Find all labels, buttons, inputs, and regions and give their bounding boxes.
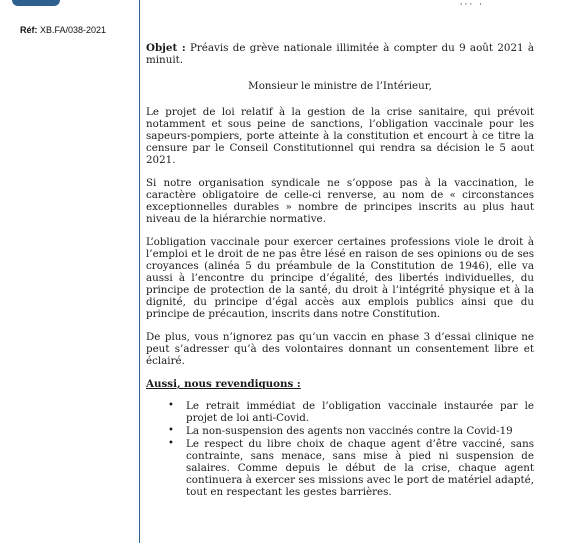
demands-list [146,400,534,498]
letterhead-marks: ··· · [459,0,484,10]
reference-label: Réf: [20,25,38,35]
bullet-icon: • [168,425,174,436]
demands-heading: Aussi, nous revendiquons : [146,378,301,390]
subject-label: Objet : [146,42,186,54]
paragraph-1: Le projet de loi relatif à la gestion de la crise sanitaire, qui prévoit notamment et sous peine de sanctions, l’obligation vaccinale pour les sapeurs-pompiers, porte atteinte à la constitution et encourt à ce titre la censure par le Conseil Constitutionnel qui rendra sa décision le 5 aout 2021. [146,106,534,166]
demand-item [168,400,534,424]
salutation: Monsieur le ministre de l’Intérieur, [248,80,432,92]
paragraph-3: L’obligation vaccinale pour exercer certaines professions viole le droit à l’emploi et le droit de ne pas être lésé en raison de ses opinions ou de ses croyances (alinéa 5 du préambule de la Constitution de 1946), elle va aussi à l’encontre du principe d’égalité, des libertés individuelles, du principe de protection de la santé, du droit à l’intégrité physique et à la dignité, du principe d’égal accès aux emplois publics ainsi que du principe de précaution, inscrits dans notre Constitution. [146,236,534,320]
letter-body [146,42,534,499]
bullet-icon: • [168,400,174,411]
subject-text: Préavis de grève nationale illimitée à compter du 9 août 2021 à minuit. [146,42,535,66]
reference-number [20,25,106,35]
subject-line [146,42,534,66]
demand-item [168,425,534,437]
demand-text: La non-suspension des agents non vaccinés contre la Covid-19 [186,425,513,437]
demand-item [168,438,534,498]
letterhead-logo-fragment [12,0,60,6]
margin-divider [139,0,140,543]
paragraph-2: Si notre organisation syndicale ne s’oppose pas à la vaccination, le caractère obligatoire de celle-ci renverse, au nom de « circonstances exceptionnelles durables » nombre de principes inscrits au plus haut niveau de la hiérarchie normative. [146,177,534,225]
demand-text: Le retrait immédiat de l’obligation vaccinale instaurée par le projet de loi anti-Covid. [186,400,534,424]
paragraph-4: De plus, vous n’ignorez pas qu’un vaccin en phase 3 d’essai clinique ne peut s’adresser qu’à des volontaires donnant un consentement libre et éclairé. [146,331,534,367]
demand-text: Le respect du libre choix de chaque agent d’être vacciné, sans contrainte, sans menace, sans mise à pied ni suspension de salaires. Comme depuis le début de la crise, chaque agent continuera à exercer ses missions avec le port de matériel adapté, tout en respectant les gestes barrières. [186,438,534,498]
bullet-icon: • [168,438,174,449]
reference-value: XB.FA/038-2021 [40,25,107,35]
